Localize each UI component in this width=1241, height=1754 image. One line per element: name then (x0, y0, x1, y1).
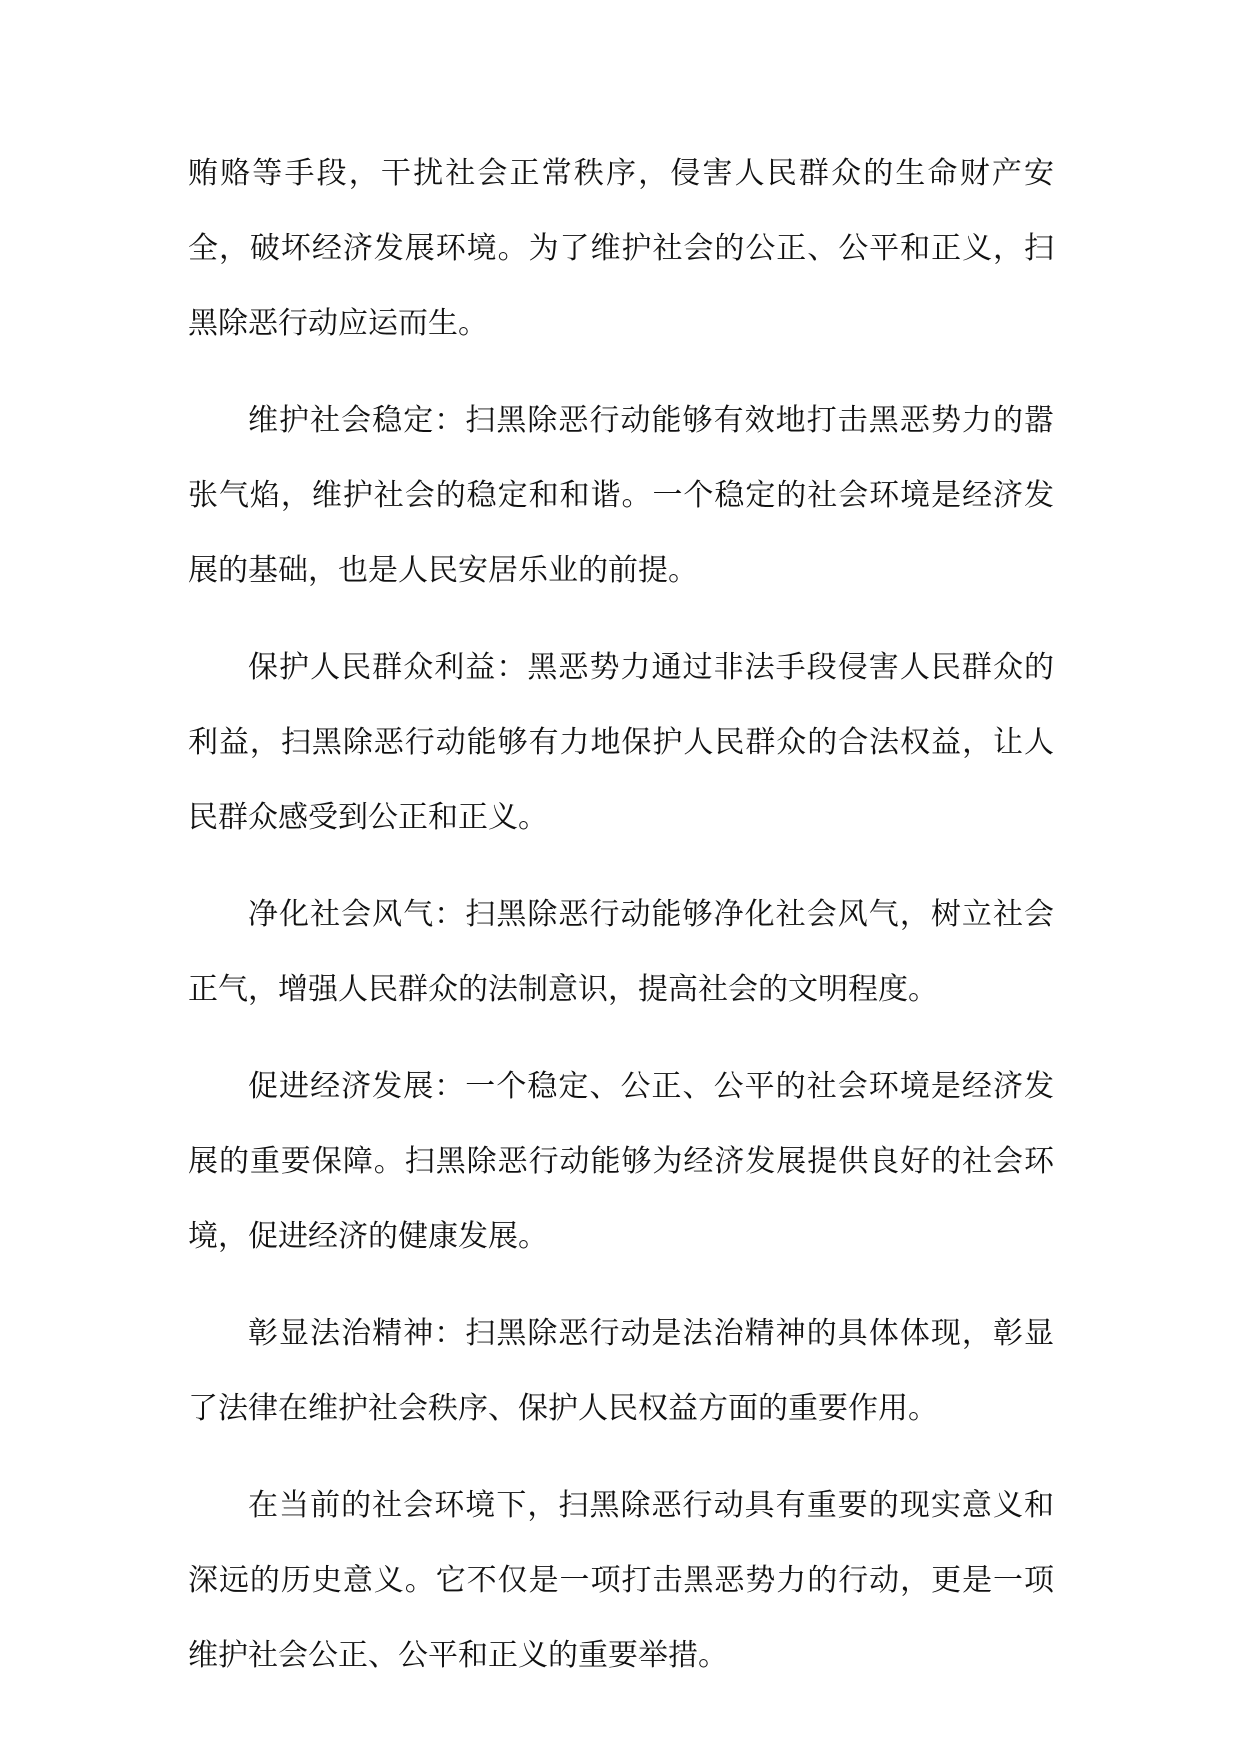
paragraph-economic-development: 促进经济发展：一个稳定、公正、公平的社会环境是经济发展的重要保障。扫黑除恶行动能够为经济发展提供良好的社会环境，促进经济的健康发展。 (188, 1069, 1054, 1254)
paragraph-protect-people: 保护人民群众利益：黑恶势力通过非法手段侵害人民群众的利益，扫黑除恶行动能够有力地保护人民群众的合法权益，让人民群众感受到公正和正义。 (188, 650, 1054, 835)
paragraph-social-stability: 维护社会稳定：扫黑除恶行动能够有效地打击黑恶势力的嚣张气焰，维护社会的稳定和和谐。一个稳定的社会环境是经济发展的基础，也是人民安居乐业的前提。 (188, 403, 1054, 588)
paragraph-continuation: 贿赂等手段，干扰社会正常秩序，侵害人民群众的生命财产安全，破坏经济发展环境。为了维护社会的公正、公平和正义，扫黑除恶行动应运而生。 (188, 156, 1054, 341)
paragraph-purify-customs: 净化社会风气：扫黑除恶行动能够净化社会风气，树立社会正气，增强人民群众的法制意识，提高社会的文明程度。 (188, 897, 1054, 1007)
paragraph-conclusion: 在当前的社会环境下，扫黑除恶行动具有重要的现实意义和深远的历史意义。它不仅是一项打击黑恶势力的行动，更是一项维护社会公正、公平和正义的重要举措。 (188, 1488, 1054, 1673)
paragraph-rule-of-law: 彰显法治精神：扫黑除恶行动是法治精神的具体体现，彰显了法律在维护社会秩序、保护人民权益方面的重要作用。 (188, 1316, 1054, 1426)
document-body (188, 136, 1054, 1715)
